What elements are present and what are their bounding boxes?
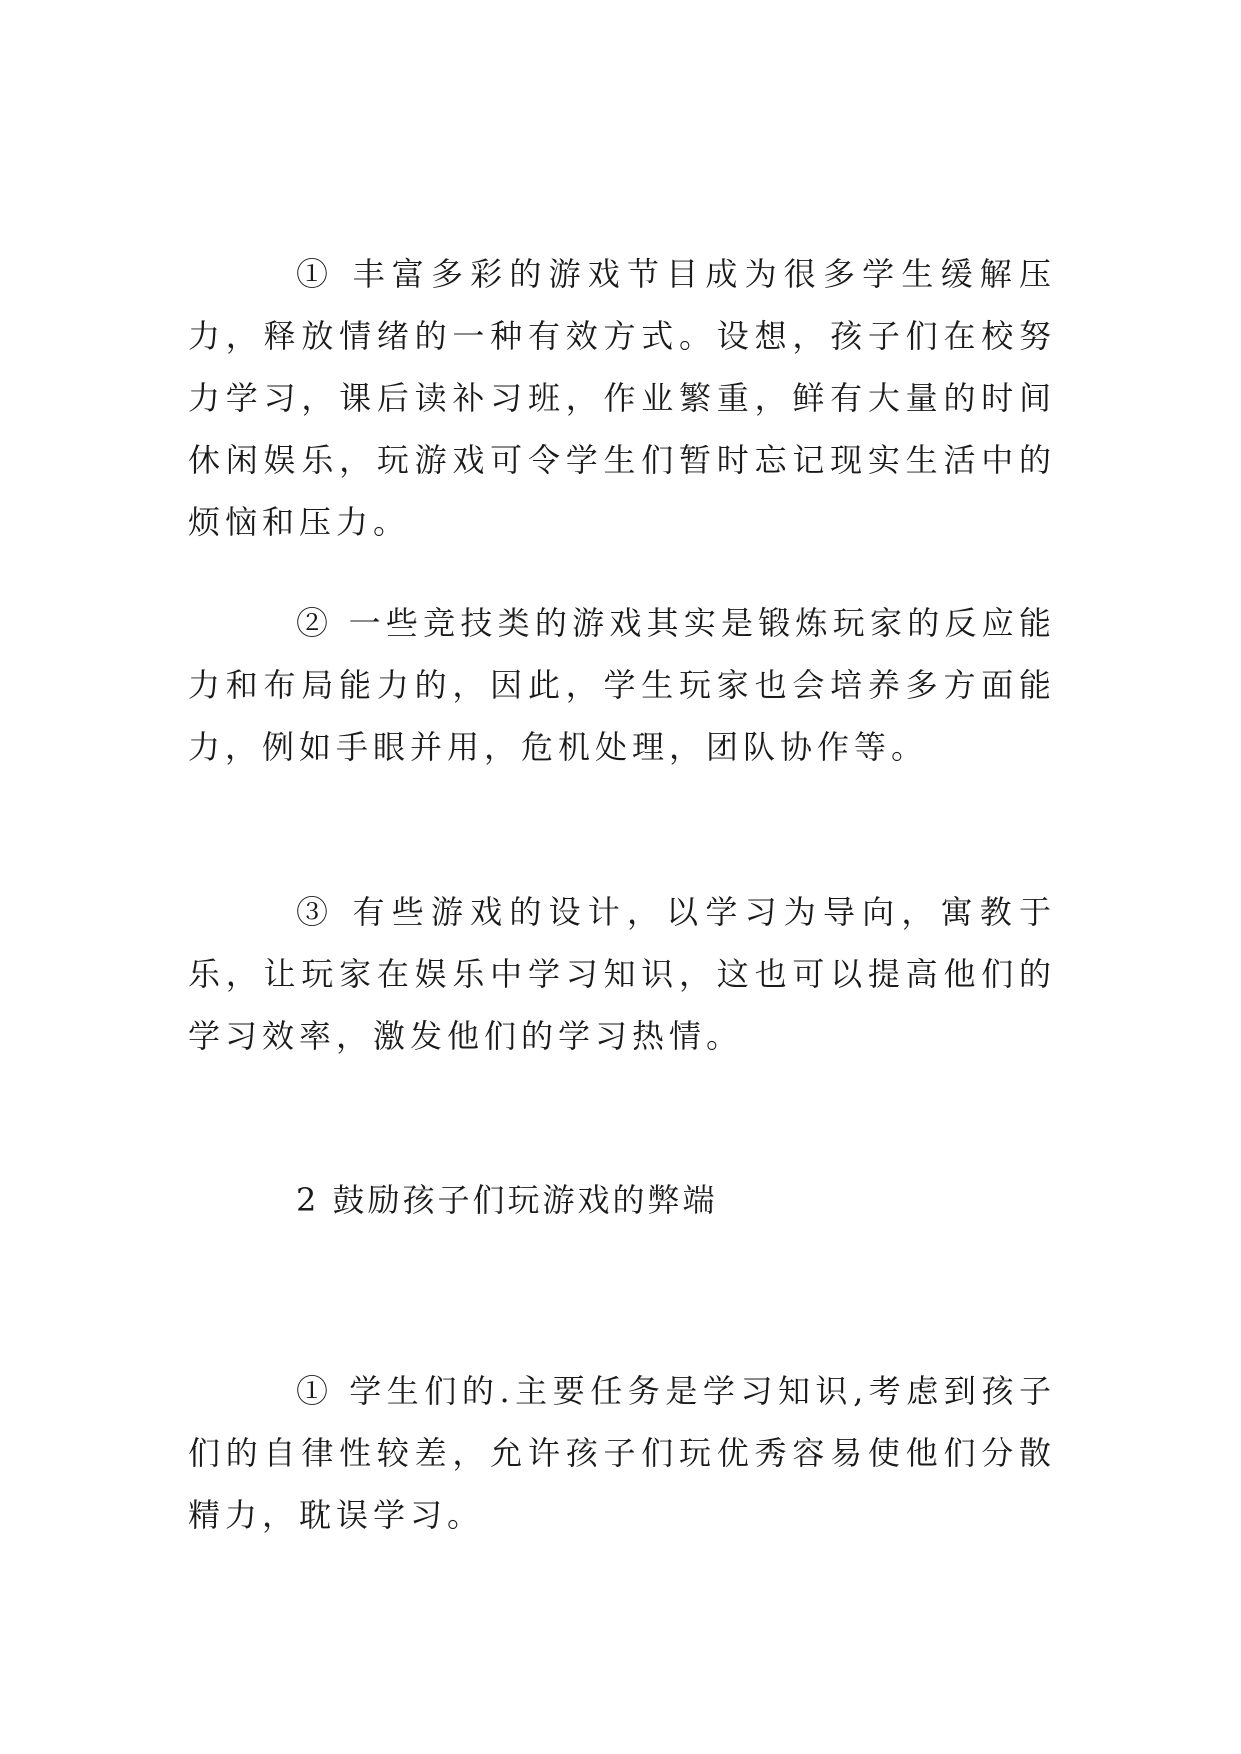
paragraph-benefit-1: ① 丰富多彩的游戏节目成为很多学生缓解压力，释放情绪的一种有效方式。设想，孩子们在校努力学习，课后读补习班，作业繁重，鲜有大量的时间休闲娱乐，玩游戏可令学生们暂时忘记现实生活中的烦恼和压力。 [188, 255, 1056, 541]
paragraph-drawback-1: ① 学生们的.主要任务是学习知识,考虑到孩子们的自律性较差，允许孩子们玩优秀容易使他们分散精力，耽误学习。 [188, 1372, 1056, 1534]
paragraph-benefit-2: ② 一些竞技类的游戏其实是锻炼玩家的反应能力和布局能力的，因此，学生玩家也会培养多方面能力，例如手眼并用，危机处理，团队协作等。 [188, 604, 1056, 766]
section-heading: 2 鼓励孩子们玩游戏的弊端 [296, 1181, 718, 1219]
paragraph-benefit-3: ③ 有些游戏的设计，以学习为导向，寓教于乐，让玩家在娱乐中学习知识，这也可以提高他们的学习效率，激发他们的学习热情。 [188, 893, 1056, 1055]
